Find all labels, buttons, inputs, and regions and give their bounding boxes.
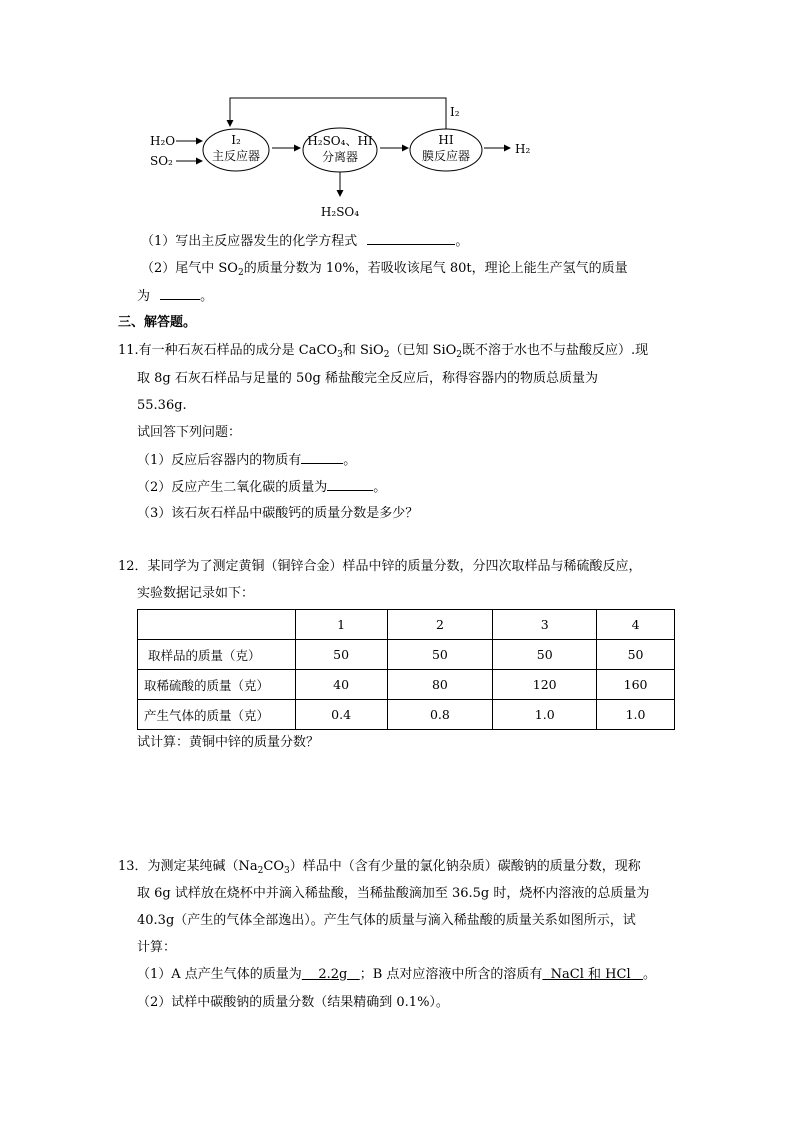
q13-sub1 [137,966,656,984]
q13-sub1-end: 。 [643,967,657,982]
q13-sub1: 2 [257,866,264,876]
q11-sub3: 2 [456,350,463,360]
table-row [138,670,675,700]
table-cell: 50 [387,640,493,670]
input-so2-label: SO₂ [150,154,173,168]
separator-top-label: H₂SO₄、HI [307,134,373,148]
q10-part2 [141,260,628,278]
q13-l1a: 13．为测定某纯碱（Na [118,859,258,874]
q11-sub1 [137,451,356,470]
process-flow-diagram [140,92,540,222]
experiment-data-table [137,609,675,730]
q11-sub1-text: （1）反应后容器内的物质有 [137,453,302,468]
table-header-row [138,610,675,640]
q11-sub2: 2 [383,350,390,360]
q11-line1 [118,342,648,360]
q13-line1 [118,858,641,876]
answer-blank[interactable] [301,451,343,464]
membrane-reactor-label: 膜反应器 [421,149,471,163]
answer-blank[interactable] [160,287,200,300]
table-row [138,700,675,730]
q13-line4: 计算： [137,940,177,955]
q13-sub1-text-a: （1）A 点产生气体的质量为 [137,967,302,982]
q10-part2-cont [137,287,213,306]
q13-line3: 40.3g（产生的气体全部逸出）。产生气体的质量与滴入稀盐酸的质量关系如图所示，试 [137,913,636,928]
q13-l1c: ）样品中（含有少量的氯化钠杂质）碳酸钠的质量分数，现称 [289,859,641,874]
q11-sub3: （3）该石灰石样品中碳酸钙的质量分数是多少？ [137,506,419,521]
output-h2so4-label: H₂SO₄ [320,205,360,219]
recycle-i2-label: I₂ [450,105,460,119]
q13-line2: 取 6g 试样放在烧杯中并滴入稀盐酸，当稀盐酸滴加至 36.5g 时，烧杯内溶液的总质量为 [137,886,650,901]
table-cell: 50 [597,640,675,670]
main-reactor-label: 主反应器 [211,149,261,163]
q10-part2-text-a: （2）尾气中 SO [141,261,238,276]
table-cell: 50 [493,640,597,670]
q10-part1-text: （1）写出主反应器发生的化学方程式 [141,234,358,249]
q11-sub2-text: （2）反应产生二氧化碳的质量为 [137,480,328,495]
q11-sub1: 3 [337,350,343,360]
table-cell: 1.0 [597,700,675,730]
table-cell: 1.0 [493,700,597,730]
section-title: 三、解答题。 [118,315,197,330]
table-cell: 0.4 [295,700,387,730]
q11-sub2-end: 。 [373,480,387,495]
q13-sub1-text-b: ；B 点对应溶液中所含的溶质有 [359,967,543,982]
table-header-cell: 1 [295,610,387,640]
table-cell: 120 [493,670,597,700]
table-row-header: 取样品的质量（克） [138,640,296,670]
table-header-cell: 4 [597,610,675,640]
output-h2-label: H₂ [515,142,531,156]
q11-sub1-end: 。 [343,453,357,468]
q13-l1b: CO [263,859,285,874]
separator-label: 分离器 [321,150,359,164]
q11-line3: 55.36g. [137,398,187,413]
table-cell: 80 [387,670,493,700]
answer-blank[interactable] [327,478,373,491]
q11-l1a: 11.有一种石灰石样品的成分是 CaCO [118,343,338,358]
q13-answer-solutes: NaCl 和 HCl [542,967,644,982]
table-row [138,640,675,670]
table-cell: 160 [597,670,675,700]
main-reactor-top-label: I₂ [231,133,241,147]
table-header-cell: 3 [493,610,597,640]
table-row-header: 取稀硫酸的质量（克） [138,670,296,700]
q11-l1d: 既不溶于水也不与盐酸反应）.现 [462,343,649,358]
input-h2o-label: H₂O [150,134,176,148]
table-cell: 0.8 [387,700,493,730]
q10-part2-text-b: 的质量分数为 10%，若吸收该尾气 80t，理论上能生产氢气的质量 [243,261,628,276]
q11-line4: 试回答下列问题： [137,425,242,440]
q13-sub2: （2）试样中碳酸钠的质量分数（结果精确到 0.1%）。 [137,995,449,1010]
q11-line2: 取 8g 石灰石样品与足量的 50g 稀盐酸完全反应后，称得容器内的物质总质量为 [137,371,598,386]
q13-answer-mass: 2.2g [301,967,360,982]
table-cell: 40 [295,670,387,700]
table-header-cell: 2 [387,610,493,640]
q12-line1: 12．某同学为了测定黄铜（铜锌合金）样品中锌的质量分数，分四次取样品与稀硫酸反应， [118,559,642,574]
q10-part2-end: 。 [200,289,214,304]
q10-part2-sub: 2 [237,268,244,278]
q10-part1-end: 。 [455,234,469,249]
table-cell: 50 [295,640,387,670]
answer-blank[interactable] [367,232,455,245]
table-row-header: 产生气体的质量（克） [138,700,296,730]
q13-sub2: 3 [284,866,290,876]
q12-after: 试计算：黄铜中锌的质量分数？ [137,735,320,750]
q10-part1 [141,232,468,251]
recycle-i2-line [230,98,446,129]
q11-l1c: （已知 SiO [389,343,457,358]
q12-line2: 实验数据记录如下： [137,586,255,601]
membrane-reactor-top-label: HI [438,133,454,147]
q10-part2-text-c: 为 [137,289,151,304]
q11-sub2 [137,478,386,497]
table-header-cell [138,610,296,640]
q11-l1b: 和 SiO [342,343,384,358]
